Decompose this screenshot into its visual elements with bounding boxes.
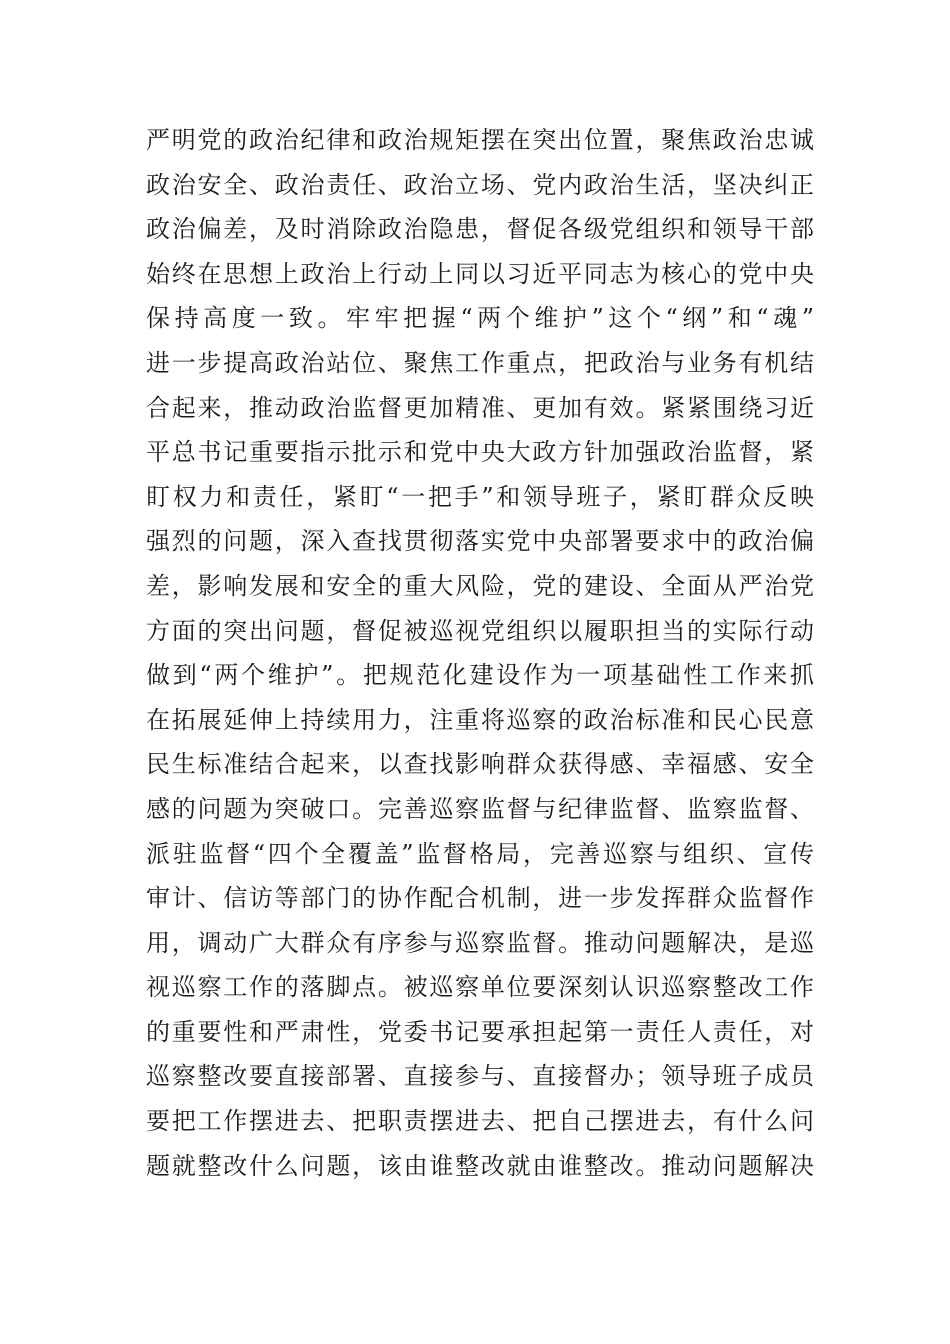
text-line-3: 政治偏差，及时消除政治隐患，督促各级党组织和领导干部 — [146, 215, 814, 244]
text-line-18: 审计、信访等部门的协作配合机制，进一步发挥群众监督作 — [146, 884, 814, 913]
text-line-5: 保持高度一致。牢牢把握“两个维护”这个“纲”和“魂” — [146, 304, 814, 333]
text-line-15: 民生标准结合起来，以查找影响群众获得感、幸福感、安全 — [146, 750, 814, 779]
text-line-1: 严明党的政治纪律和政治规矩摆在突出位置，聚焦政治忠诚 — [146, 126, 814, 154]
text-line-17: 派驻监督“四个全覆盖”监督格局，完善巡察与组织、宣传 — [146, 839, 814, 868]
text-line-16: 感的问题为突破口。完善巡察监督与纪律监督、监察监督、 — [146, 794, 814, 823]
text-line-19: 用，调动广大群众有序参与巡察监督。推动问题解决，是巡 — [146, 928, 814, 957]
text-line-12: 方面的突出问题，督促被巡视党组织以履职担当的实际行动 — [146, 616, 814, 645]
body-text — [146, 118, 814, 1188]
text-line-9: 盯权力和责任，紧盯“一把手”和领导班子，紧盯群众反映 — [146, 482, 814, 511]
text-line-10: 强烈的问题，深入查找贯彻落实党中央部署要求中的政治偏 — [146, 527, 814, 556]
text-line-2: 政治安全、政治责任、政治立场、党内政治生活，坚决纠正 — [146, 170, 814, 199]
text-line-22: 巡察整改要直接部署、直接参与、直接督办；领导班子成员 — [146, 1062, 814, 1091]
text-line-4: 始终在思想上政治上行动上同以习近平同志为核心的党中央 — [146, 259, 814, 288]
text-line-23: 要把工作摆进去、把职责摆进去、把自己摆进去，有什么问 — [146, 1107, 814, 1136]
text-line-13: 做到“两个维护”。把规范化建设作为一项基础性工作来抓 — [146, 661, 814, 690]
text-line-21: 的重要性和严肃性，党委书记要承担起第一责任人责任，对 — [146, 1017, 814, 1046]
text-line-14: 在拓展延伸上持续用力，注重将巡察的政治标准和民心民意 — [146, 705, 814, 734]
text-line-8: 平总书记重要指示批示和党中央大政方针加强政治监督，紧 — [146, 438, 814, 467]
text-line-7: 合起来，推动政治监督更加精准、更加有效。紧紧围绕习近 — [146, 393, 814, 422]
text-line-6: 进一步提高政治站位、聚焦工作重点，把政治与业务有机结 — [146, 348, 814, 377]
text-line-20: 视巡察工作的落脚点。被巡察单位要深刻认识巡察整改工作 — [146, 973, 814, 1002]
text-line-24: 题就整改什么问题，该由谁整改就由谁整改。推动问题解决 — [146, 1151, 814, 1180]
text-line-11: 差，影响发展和安全的重大风险，党的建设、全面从严治党 — [146, 571, 814, 600]
